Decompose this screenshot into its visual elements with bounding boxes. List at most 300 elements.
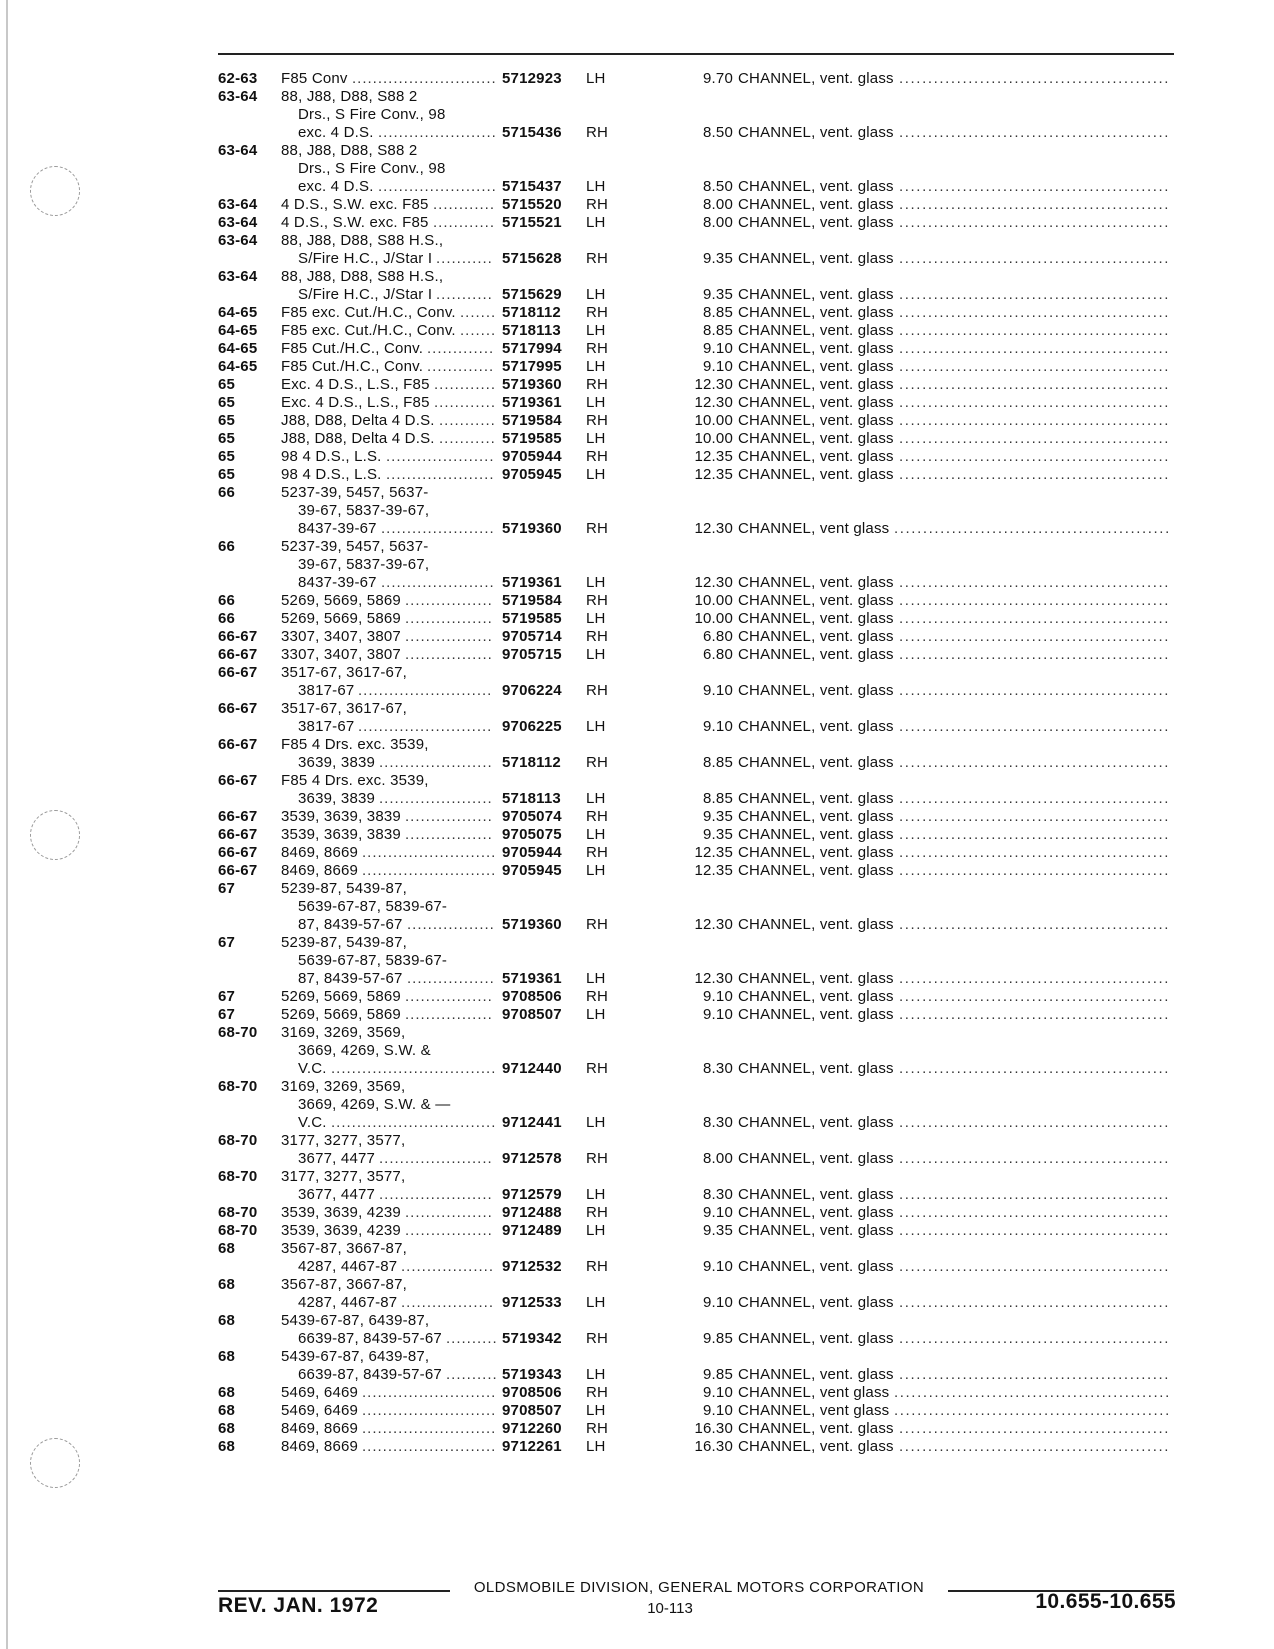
table-row bbox=[218, 1222, 1176, 1240]
dot-leader: ............................................... bbox=[899, 916, 1171, 933]
part-description: CHANNEL, vent. glass bbox=[738, 1258, 894, 1275]
side-code: LH bbox=[586, 610, 606, 627]
table-row bbox=[218, 1402, 1176, 1420]
side-code: LH bbox=[586, 322, 606, 339]
table-row bbox=[218, 268, 1176, 304]
dot-leader: ............................................... bbox=[899, 286, 1171, 303]
page-edge bbox=[6, 0, 8, 1649]
footer-revision: REV. JAN. 1972 bbox=[218, 1594, 379, 1617]
table-row bbox=[218, 880, 1176, 934]
price: 8.00 bbox=[703, 196, 733, 213]
dot-leader: ..................... bbox=[386, 448, 495, 465]
model-description: Drs., S Fire Conv., 98 bbox=[298, 106, 446, 123]
dot-leader: ............................................... bbox=[899, 808, 1171, 825]
model-year: 66-67 bbox=[218, 844, 258, 861]
side-code: LH bbox=[586, 718, 606, 735]
part-description: CHANNEL, vent. glass bbox=[738, 358, 894, 375]
dot-leader: ............................................... bbox=[899, 448, 1171, 465]
part-description: CHANNEL, vent. glass bbox=[738, 1438, 894, 1455]
side-code: RH bbox=[586, 1150, 609, 1167]
table-row bbox=[218, 844, 1176, 862]
model-description: 88, J88, D88, S88 H.S., bbox=[281, 232, 444, 249]
price: 12.35 bbox=[694, 466, 733, 483]
table-row bbox=[218, 862, 1176, 880]
part-description: CHANNEL, vent. glass bbox=[738, 466, 894, 483]
model-year: 63-64 bbox=[218, 232, 258, 249]
price: 9.10 bbox=[703, 718, 733, 735]
model-description: 5269, 5669, 5869 bbox=[281, 592, 401, 609]
side-code: LH bbox=[586, 862, 606, 879]
table-row bbox=[218, 808, 1176, 826]
price: 8.85 bbox=[703, 754, 733, 771]
table-row bbox=[218, 430, 1176, 448]
model-description: 3539, 3639, 3839 bbox=[281, 826, 401, 843]
dot-leader: ............................................... bbox=[899, 988, 1171, 1005]
side-code: LH bbox=[586, 286, 606, 303]
dot-leader: ................................................ bbox=[894, 1402, 1171, 1419]
table-row bbox=[218, 826, 1176, 844]
part-description: CHANNEL, vent. glass bbox=[738, 682, 894, 699]
dot-leader: ............................................... bbox=[899, 1438, 1171, 1455]
part-description: CHANNEL, vent. glass bbox=[738, 916, 894, 933]
model-year: 67 bbox=[218, 880, 236, 897]
part-description: CHANNEL, vent. glass bbox=[738, 862, 894, 879]
price: 16.30 bbox=[694, 1420, 733, 1437]
model-description: 8469, 8669 bbox=[281, 1438, 359, 1455]
dot-leader: ............................................... bbox=[899, 1294, 1171, 1311]
part-description: CHANNEL, vent. glass bbox=[738, 178, 894, 195]
model-year: 68 bbox=[218, 1402, 236, 1419]
part-number: 5712923 bbox=[502, 70, 562, 87]
side-code: RH bbox=[586, 520, 609, 537]
price: 8.00 bbox=[703, 214, 733, 231]
part-number: 9706225 bbox=[502, 718, 562, 735]
side-code: RH bbox=[586, 916, 609, 933]
model-description: 3517-67, 3617-67, bbox=[281, 664, 408, 681]
part-number: 5719360 bbox=[502, 376, 562, 393]
dot-leader: ..................... bbox=[386, 466, 495, 483]
model-description: 4287, 4467-87 bbox=[298, 1294, 398, 1311]
model-year: 63-64 bbox=[218, 214, 258, 231]
model-description: 5269, 5669, 5869 bbox=[281, 1006, 401, 1023]
price: 8.00 bbox=[703, 1150, 733, 1167]
dot-leader: ................. bbox=[405, 592, 493, 609]
part-description: CHANNEL, vent. glass bbox=[738, 1420, 894, 1437]
model-description: S/Fire H.C., J/Star I bbox=[298, 286, 433, 303]
dot-leader: ...................... bbox=[379, 754, 493, 771]
dot-leader: ............................................... bbox=[899, 754, 1171, 771]
side-code: RH bbox=[586, 448, 609, 465]
part-number: 5719361 bbox=[502, 970, 562, 987]
side-code: RH bbox=[586, 304, 609, 321]
side-code: LH bbox=[586, 1186, 606, 1203]
dot-leader: ...................... bbox=[381, 520, 495, 537]
table-row bbox=[218, 1276, 1176, 1312]
price: 9.35 bbox=[703, 808, 733, 825]
model-description: S/Fire H.C., J/Star I bbox=[298, 250, 433, 267]
dot-leader: ............ bbox=[434, 394, 497, 411]
price: 9.10 bbox=[703, 1204, 733, 1221]
model-year: 66-67 bbox=[218, 862, 258, 879]
part-number: 5715629 bbox=[502, 286, 562, 303]
side-code: RH bbox=[586, 1420, 609, 1437]
model-description: F85 Conv bbox=[281, 70, 348, 87]
price: 8.50 bbox=[703, 124, 733, 141]
dot-leader: ................................ bbox=[331, 1060, 497, 1077]
dot-leader: ....................... bbox=[378, 124, 497, 141]
dot-leader: ............................................... bbox=[899, 376, 1171, 393]
dot-leader: ............................................... bbox=[899, 1258, 1171, 1275]
table-row bbox=[218, 214, 1176, 232]
part-number: 9712533 bbox=[502, 1294, 562, 1311]
model-description: 8469, 8669 bbox=[281, 1420, 359, 1437]
model-year: 66-67 bbox=[218, 628, 258, 645]
part-number: 9712532 bbox=[502, 1258, 562, 1275]
dot-leader: ................. bbox=[405, 1204, 493, 1221]
side-code: RH bbox=[586, 682, 609, 699]
model-year: 68-70 bbox=[218, 1078, 258, 1095]
part-description: CHANNEL, vent. glass bbox=[738, 286, 894, 303]
price: 9.10 bbox=[703, 1402, 733, 1419]
price: 12.30 bbox=[694, 376, 733, 393]
side-code: LH bbox=[586, 970, 606, 987]
dot-leader: ............................ bbox=[352, 70, 497, 87]
price: 10.00 bbox=[694, 430, 733, 447]
part-description: CHANNEL, vent. glass bbox=[738, 1330, 894, 1347]
part-description: CHANNEL, vent. glass bbox=[738, 376, 894, 393]
dot-leader: ...................... bbox=[379, 790, 493, 807]
model-description: 4 D.S., S.W. exc. F85 bbox=[281, 214, 429, 231]
side-code: RH bbox=[586, 340, 609, 357]
part-number: 9708507 bbox=[502, 1402, 562, 1419]
table-row bbox=[218, 304, 1176, 322]
dot-leader: ................. bbox=[405, 646, 493, 663]
model-description: 5237-39, 5457, 5637- bbox=[281, 484, 429, 501]
side-code: LH bbox=[586, 430, 606, 447]
model-description: 3677, 4477 bbox=[298, 1186, 376, 1203]
model-description: 4287, 4467-87 bbox=[298, 1258, 398, 1275]
table-row bbox=[218, 466, 1176, 484]
table-row bbox=[218, 1420, 1176, 1438]
part-description: CHANNEL, vent. glass bbox=[738, 754, 894, 771]
table-row bbox=[218, 232, 1176, 268]
side-code: LH bbox=[586, 178, 606, 195]
model-year: 63-64 bbox=[218, 196, 258, 213]
price: 8.30 bbox=[703, 1114, 733, 1131]
model-description: 5239-87, 5439-87, bbox=[281, 934, 408, 951]
dot-leader: ............................................... bbox=[899, 340, 1171, 357]
part-description: CHANNEL, vent. glass bbox=[738, 70, 894, 87]
price: 9.10 bbox=[703, 340, 733, 357]
model-description: J88, D88, Delta 4 D.S. bbox=[281, 412, 435, 429]
side-code: LH bbox=[586, 1222, 606, 1239]
price: 9.85 bbox=[703, 1366, 733, 1383]
model-description: 3169, 3269, 3569, bbox=[281, 1024, 406, 1041]
side-code: LH bbox=[586, 1438, 606, 1455]
part-number: 5719360 bbox=[502, 520, 562, 537]
side-code: RH bbox=[586, 376, 609, 393]
part-number: 9706224 bbox=[502, 682, 562, 699]
table-row bbox=[218, 1078, 1176, 1132]
parts-table bbox=[218, 70, 1176, 1456]
table-row bbox=[218, 484, 1176, 538]
table-row bbox=[218, 1348, 1176, 1384]
model-year: 65 bbox=[218, 412, 236, 429]
dot-leader: ............................................... bbox=[899, 1150, 1171, 1167]
part-description: CHANNEL, vent. glass bbox=[738, 970, 894, 987]
part-number: 5717995 bbox=[502, 358, 562, 375]
dot-leader: .......................... bbox=[358, 682, 493, 699]
model-description: V.C. bbox=[298, 1114, 327, 1131]
side-code: LH bbox=[586, 394, 606, 411]
model-description: 3567-87, 3667-87, bbox=[281, 1276, 408, 1293]
price: 6.80 bbox=[703, 646, 733, 663]
table-row bbox=[218, 412, 1176, 430]
model-description: 3669, 4269, S.W. & — bbox=[298, 1096, 451, 1113]
dot-leader: .......................... bbox=[362, 1420, 497, 1437]
part-number: 9705945 bbox=[502, 466, 562, 483]
price: 9.35 bbox=[703, 250, 733, 267]
model-year: 66-67 bbox=[218, 664, 258, 681]
model-year: 65 bbox=[218, 394, 236, 411]
model-year: 63-64 bbox=[218, 268, 258, 285]
table-row bbox=[218, 1240, 1176, 1276]
model-description: 98 4 D.S., L.S. bbox=[281, 448, 382, 465]
price: 9.10 bbox=[703, 358, 733, 375]
model-year: 66-67 bbox=[218, 826, 258, 843]
model-year: 66-67 bbox=[218, 646, 258, 663]
model-description: J88, D88, Delta 4 D.S. bbox=[281, 430, 435, 447]
price: 9.10 bbox=[703, 1258, 733, 1275]
side-code: RH bbox=[586, 592, 609, 609]
dot-leader: ............................................... bbox=[899, 322, 1171, 339]
price: 12.30 bbox=[694, 394, 733, 411]
model-description: 3539, 3639, 4239 bbox=[281, 1222, 401, 1239]
punch-hole bbox=[30, 166, 80, 216]
part-description: CHANNEL, vent. glass bbox=[738, 574, 894, 591]
table-row bbox=[218, 1132, 1176, 1168]
model-description: 3539, 3639, 3839 bbox=[281, 808, 401, 825]
dot-leader: ............................................... bbox=[899, 1006, 1171, 1023]
part-number: 5718113 bbox=[502, 790, 561, 807]
model-description: 3567-87, 3667-87, bbox=[281, 1240, 408, 1257]
part-description: CHANNEL, vent. glass bbox=[738, 826, 894, 843]
dot-leader: ............................................... bbox=[899, 646, 1171, 663]
side-code: RH bbox=[586, 1384, 609, 1401]
part-description: CHANNEL, vent. glass bbox=[738, 1150, 894, 1167]
side-code: LH bbox=[586, 1366, 606, 1383]
price: 9.10 bbox=[703, 682, 733, 699]
part-number: 5719360 bbox=[502, 916, 562, 933]
part-number: 5718112 bbox=[502, 754, 561, 771]
table-row bbox=[218, 700, 1176, 736]
dot-leader: .................. bbox=[401, 1258, 495, 1275]
part-description: CHANNEL, vent. glass bbox=[738, 448, 894, 465]
model-description: 3639, 3839 bbox=[298, 790, 376, 807]
table-row bbox=[218, 1168, 1176, 1204]
side-code: RH bbox=[586, 844, 609, 861]
part-description: CHANNEL, vent. glass bbox=[738, 1204, 894, 1221]
part-description: CHANNEL, vent. glass bbox=[738, 1222, 894, 1239]
side-code: LH bbox=[586, 1006, 606, 1023]
model-description: exc. 4 D.S. bbox=[298, 178, 374, 195]
model-year: 64-65 bbox=[218, 358, 258, 375]
dot-leader: ............................................... bbox=[899, 628, 1171, 645]
dot-leader: ............................................... bbox=[899, 466, 1171, 483]
model-year: 68 bbox=[218, 1240, 236, 1257]
model-year: 68-70 bbox=[218, 1204, 258, 1221]
part-number: 9712441 bbox=[502, 1114, 562, 1131]
part-number: 5719361 bbox=[502, 394, 562, 411]
model-description: 3169, 3269, 3569, bbox=[281, 1078, 406, 1095]
model-year: 66 bbox=[218, 592, 236, 609]
table-row bbox=[218, 142, 1176, 196]
price: 8.85 bbox=[703, 790, 733, 807]
part-number: 5715520 bbox=[502, 196, 562, 213]
table-row bbox=[218, 1024, 1176, 1078]
part-description: CHANNEL, vent. glass bbox=[738, 628, 894, 645]
model-year: 68 bbox=[218, 1348, 236, 1365]
table-row bbox=[218, 448, 1176, 466]
part-description: CHANNEL, vent. glass bbox=[738, 1114, 894, 1131]
model-description: V.C. bbox=[298, 1060, 327, 1077]
model-year: 64-65 bbox=[218, 340, 258, 357]
part-description: CHANNEL, vent. glass bbox=[738, 808, 894, 825]
side-code: RH bbox=[586, 1060, 609, 1077]
side-code: LH bbox=[586, 358, 606, 375]
dot-leader: ............................................... bbox=[899, 826, 1171, 843]
dot-leader: ............................................... bbox=[899, 1330, 1171, 1347]
model-description: 3177, 3277, 3577, bbox=[281, 1132, 406, 1149]
part-description: CHANNEL, vent. glass bbox=[738, 304, 894, 321]
model-year: 62-63 bbox=[218, 70, 258, 87]
model-year: 63-64 bbox=[218, 88, 258, 105]
side-code: RH bbox=[586, 1258, 609, 1275]
part-number: 5715436 bbox=[502, 124, 562, 141]
side-code: LH bbox=[586, 70, 606, 87]
table-row bbox=[218, 610, 1176, 628]
model-description: 88, J88, D88, S88 2 bbox=[281, 142, 418, 159]
table-row bbox=[218, 340, 1176, 358]
side-code: RH bbox=[586, 988, 609, 1005]
dot-leader: .......................... bbox=[362, 1438, 497, 1455]
dot-leader: ................. bbox=[405, 1006, 493, 1023]
model-year: 68 bbox=[218, 1420, 236, 1437]
model-description: 39-67, 5837-39-67, bbox=[298, 502, 430, 519]
side-code: LH bbox=[586, 1294, 606, 1311]
dot-leader: ................. bbox=[407, 970, 495, 987]
model-year: 65 bbox=[218, 466, 236, 483]
price: 12.30 bbox=[694, 970, 733, 987]
side-code: RH bbox=[586, 1330, 609, 1347]
part-number: 5719585 bbox=[502, 430, 562, 447]
footer-page-number: 10-113 bbox=[647, 1600, 693, 1617]
dot-leader: ............................................... bbox=[899, 682, 1171, 699]
model-year: 68 bbox=[218, 1276, 236, 1293]
footer-section-code: 10.655-10.655 bbox=[1035, 1590, 1176, 1613]
dot-leader: ................. bbox=[407, 916, 495, 933]
dot-leader: ........... bbox=[436, 250, 493, 267]
part-description: CHANNEL, vent. glass bbox=[738, 322, 894, 339]
dot-leader: ............ bbox=[433, 214, 496, 231]
model-description: 6639-87, 8439-57-67 bbox=[298, 1330, 442, 1347]
side-code: LH bbox=[586, 1114, 606, 1131]
dot-leader: ............................................... bbox=[899, 1114, 1171, 1131]
table-row bbox=[218, 628, 1176, 646]
dot-leader: ............................................... bbox=[899, 358, 1171, 375]
model-description: 87, 8439-57-67 bbox=[298, 970, 403, 987]
dot-leader: ............................................... bbox=[899, 70, 1171, 87]
part-number: 5719343 bbox=[502, 1366, 562, 1383]
model-description: 8437-39-67 bbox=[298, 574, 377, 591]
dot-leader: ............. bbox=[427, 358, 495, 375]
part-number: 9712578 bbox=[502, 1150, 562, 1167]
part-number: 5719585 bbox=[502, 610, 562, 627]
table-row bbox=[218, 664, 1176, 700]
part-description: CHANNEL, vent. glass bbox=[738, 718, 894, 735]
price: 9.10 bbox=[703, 988, 733, 1005]
dot-leader: .......................... bbox=[362, 862, 497, 879]
part-description: CHANNEL, vent. glass bbox=[738, 394, 894, 411]
model-description: 8469, 8669 bbox=[281, 862, 359, 879]
dot-leader: .......................... bbox=[362, 1402, 497, 1419]
dot-leader: .................. bbox=[401, 1294, 495, 1311]
price: 8.85 bbox=[703, 304, 733, 321]
part-number: 5719361 bbox=[502, 574, 562, 591]
model-description: 6639-87, 8439-57-67 bbox=[298, 1366, 442, 1383]
table-row bbox=[218, 358, 1176, 376]
model-year: 66-67 bbox=[218, 772, 258, 789]
part-description: CHANNEL, vent. glass bbox=[738, 214, 894, 231]
model-description: F85 exc. Cut./H.C., Conv. bbox=[281, 322, 456, 339]
dot-leader: ............................................... bbox=[899, 412, 1171, 429]
part-description: CHANNEL, vent. glass bbox=[738, 124, 894, 141]
part-description: CHANNEL, vent. glass bbox=[738, 988, 894, 1005]
dot-leader: ........... bbox=[436, 286, 493, 303]
dot-leader: ............................................... bbox=[899, 844, 1171, 861]
model-description: 3517-67, 3617-67, bbox=[281, 700, 408, 717]
price: 9.10 bbox=[703, 1006, 733, 1023]
model-year: 68 bbox=[218, 1438, 236, 1455]
model-description: 87, 8439-57-67 bbox=[298, 916, 403, 933]
table-row bbox=[218, 1204, 1176, 1222]
dot-leader: ............................................... bbox=[899, 790, 1171, 807]
model-year: 68 bbox=[218, 1384, 236, 1401]
side-code: LH bbox=[586, 790, 606, 807]
price: 8.30 bbox=[703, 1186, 733, 1203]
part-description: CHANNEL, vent. glass bbox=[738, 250, 894, 267]
dot-leader: ................. bbox=[405, 808, 493, 825]
model-description: 5237-39, 5457, 5637- bbox=[281, 538, 429, 555]
part-description: CHANNEL, vent. glass bbox=[738, 412, 894, 429]
part-description: CHANNEL, vent. glass bbox=[738, 1294, 894, 1311]
side-code: LH bbox=[586, 466, 606, 483]
dot-leader: ................................................ bbox=[894, 1384, 1171, 1401]
model-description: 98 4 D.S., L.S. bbox=[281, 466, 382, 483]
part-number: 9705714 bbox=[502, 628, 562, 645]
part-description: CHANNEL, vent. glass bbox=[738, 790, 894, 807]
dot-leader: ...................... bbox=[379, 1150, 493, 1167]
model-description: 4 D.S., S.W. exc. F85 bbox=[281, 196, 429, 213]
model-year: 68-70 bbox=[218, 1024, 258, 1041]
part-description: CHANNEL, vent. glass bbox=[738, 340, 894, 357]
table-row bbox=[218, 772, 1176, 808]
table-row bbox=[218, 592, 1176, 610]
model-year: 65 bbox=[218, 376, 236, 393]
part-number: 5715437 bbox=[502, 178, 562, 195]
model-description: 3817-67 bbox=[298, 718, 355, 735]
price: 12.35 bbox=[694, 448, 733, 465]
